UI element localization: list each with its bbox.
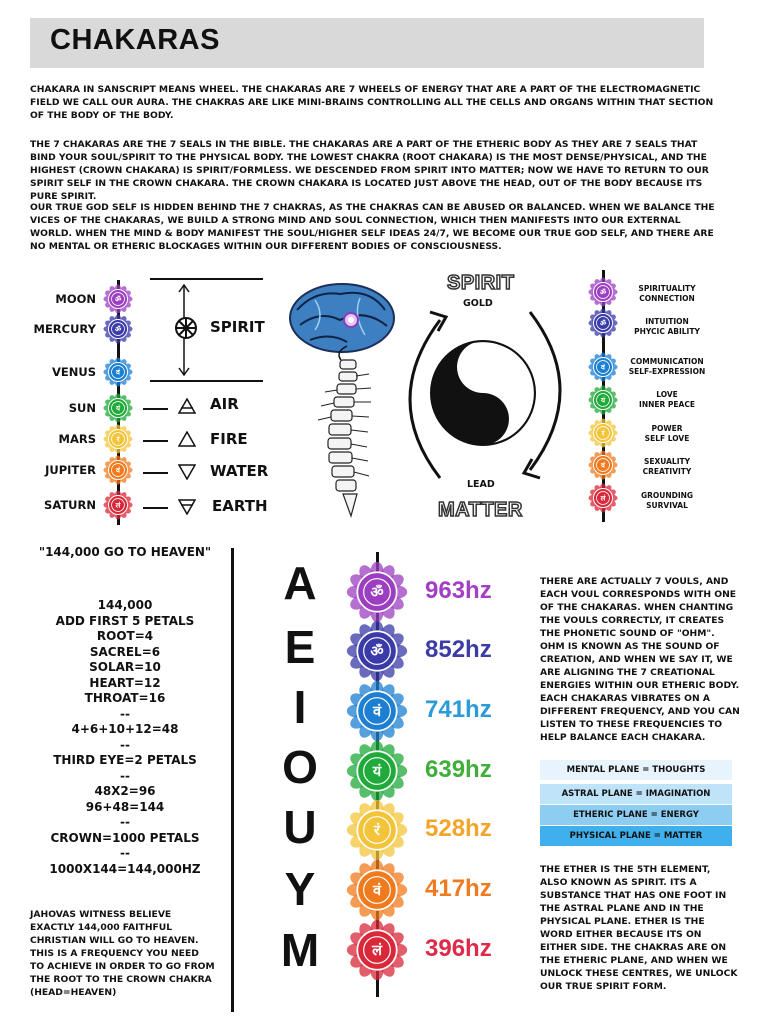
svg-text:वं: वं: [601, 461, 605, 470]
calc-line: SOLAR=10: [89, 660, 161, 674]
right-chakra-heart: [587, 384, 619, 416]
vowel-m: M: [280, 924, 320, 976]
right-chakra-solar-plexus: [587, 417, 619, 449]
planet-mars: MARS: [58, 432, 96, 446]
right-label-sacral: SEXUALITY CREATIVITY: [642, 457, 692, 476]
svg-text:वं: वं: [116, 466, 120, 475]
svg-text:यं: यं: [600, 396, 606, 405]
matter-word: MATTER: [438, 499, 523, 521]
intro-paragraph-3: OUR TRUE GOD SELF IS HIDDEN BEHIND THE 7 CHAKRAS, AS THE CHAKRAS CAN BE ABUSED OR BALANCED. WHEN WE BALANCE THE VICES OF THE CHAKARAS, WE BUILD A STRONG MIND AND SOUL CONNECTION, WHICH THEN MANIFESTS INTO OUR EXTERNAL WORLD. WHEN THE MIND & BODY MANIFEST THE SOUL/HIGHER SELF IDEAS 24/7, WE BECOME OUR TRUE GOD SELF, AND THERE ARE NO MENTAL OR ETHERIC BLOCKAGES WITHIN OUR DIFFERENT BODIES OF CONSCIOUSNESS.: [30, 202, 715, 252]
svg-text:यं: यं: [372, 763, 382, 780]
air-symbol-icon: [178, 398, 196, 414]
vowel-paragraph: THERE ARE ACTUALLY 7 VOULS, AND EACH VOUL CORRESPONDS WITH ONE OF THE CHAKARAS. WHEN CHANTING THE VOULS CORRECTLY, IT CREATES THE PHONETIC SOUND OF "OHM". OHM IS KNOWN AS THE SOUND OF CREATION, AND WHEN WE SAY IT, WE ARE ALIGNING THE 7 CREATIONAL ENERGIES WITHIN OUR ETHERIC BODY. EACH CHAKARAS VIBRATES ON A DIFFERENT FREQUENCY, AND YOU CAN LISTEN TO THESE FREQUENCIES TO HELP BALANCE EACH CHAKARA.: [540, 576, 740, 743]
right-chakra-sacral: [587, 449, 619, 481]
earth-symbol-icon: [178, 499, 196, 515]
svg-text:वं: वं: [116, 368, 120, 377]
svg-text:रं: रं: [601, 429, 605, 438]
right-label-third-eye: INTUITION PHYCIC ABILITY: [634, 317, 700, 336]
svg-text:ॐ: ॐ: [114, 325, 122, 334]
element-fire: FIRE: [210, 430, 248, 448]
big-chakra-third-eye: [346, 620, 408, 682]
frequency-sacral: 417hz: [425, 875, 492, 902]
left-chakra-root: [102, 489, 134, 521]
left-chakra-heart: [102, 392, 134, 424]
svg-text:वं: वं: [601, 363, 605, 372]
ether-paragraph: THE ETHER IS THE 5TH ELEMENT, ALSO KNOWN AS SPIRIT. ITS A SUBSTANCE THAT HAS ONE FOOT IN THE ASTRAL PLANE AND IN THE PHYSICAL PLANE. ETHER IS THE WORD EITHER BECAUSE ITS ON EITHER SIDE. THE CHAKRAS ARE ON THE ETHERIC PLANE, AND WHEN WE UNLOCK THESE CENTRES, WE UNLOCK OUR TRUE SPIRIT FORM.: [540, 864, 738, 992]
right-label-heart: LOVE INNER PEACE: [639, 390, 695, 409]
water-symbol-icon: [178, 464, 196, 480]
svg-text:रं: रं: [374, 822, 380, 839]
svg-text:वं: वं: [372, 882, 382, 899]
element-earth: EARTH: [212, 497, 268, 515]
right-label-crown: SPIRITUALITY CONNECTION: [638, 284, 696, 303]
planet-jupiter: JUPITER: [45, 463, 96, 477]
page-title: CHAKARAS: [50, 24, 220, 56]
intro-paragraph-1: CHAKARA IN SANSCRIPT MEANS WHEEL. THE CHAKARAS ARE 7 WHEELS OF ENERGY THAT ARE A PART OF THE ELECTROMAGNETIC FIELD WE CALL OUR AURA. THE CHAKRAS ARE LIKE MINI-BRAINS CONTROLLING ALL THE CELLS AND ORGANS WITHIN THAT SECTION OF THE BODY OF THE BODY.: [30, 84, 714, 121]
plane-mental: MENTAL PLANE = THOUGHTS: [540, 760, 732, 780]
svg-text:ॐ: ॐ: [599, 288, 607, 297]
left-chakra-crown: [102, 283, 134, 315]
planet-sun: SUN: [68, 401, 96, 415]
calc-line: ADD FIRST 5 PETALS: [55, 613, 195, 628]
spirit-bottom-line: [150, 380, 263, 382]
frequency-throat: 741hz: [425, 696, 492, 723]
calc-line: THROAT=16: [84, 691, 166, 705]
planet-mercury: MERCURY: [33, 322, 96, 336]
left-chakra-sacral: [102, 454, 134, 486]
spirit-label: SPIRIT: [210, 318, 265, 336]
calc-line: SACREL=6: [89, 644, 161, 659]
vowel-i: I: [293, 681, 307, 733]
vowel-e: E: [284, 621, 316, 673]
calc-line: 144,000: [97, 598, 153, 612]
calc-lines: [30, 598, 220, 877]
calc-line: ROOT=4: [96, 629, 154, 643]
heaven-quote: "144,000 GO TO HEAVEN": [38, 545, 212, 559]
dharma-wheel-icon: [174, 316, 198, 340]
frequency-crown: 963hz: [425, 577, 492, 604]
right-chakra-root: [587, 482, 619, 514]
intro-paragraph-2: THE 7 CHAKARAS ARE THE 7 SEALS IN THE BIBLE. THE CHAKARAS ARE A PART OF THE ETHERIC BODY AS THEY ARE 7 SEALS THAT BIND YOUR SOUL/SPIRIT TO THE PHYSICAL BODY. THE LOWEST CHAKRA (ROOT CHAKARA) IS THE MOST DENSE/PHYSICAL, AND THE HIGHEST (CROWN CHAKARA) IS SPIRIT/FORMLESS. WE DESCENDED FROM SPIRIT INTO MATTER; NOW WE HAVE TO RETURN TO OUR SPIRIT SELF IN THE CROWN CHAKARA. THE CROWN CHAKARA IS LOCATED JUST ABOVE THE HEAD, OUT OF THE BODY BECAUSE ITS PURE SPIRIT.: [30, 139, 709, 202]
svg-text:ॐ: ॐ: [370, 643, 384, 660]
svg-text:ॐ: ॐ: [114, 295, 122, 304]
calc-line: --: [120, 846, 130, 860]
left-chakra-throat: [102, 356, 134, 388]
calc-line: THIRD EYE=2 PETALS: [53, 753, 197, 767]
plane-etheric: ETHERIC PLANE = ENERGY: [540, 805, 732, 825]
big-chakra-root: [346, 919, 408, 981]
planet-venus: VENUS: [51, 365, 96, 379]
calc-line: --: [120, 768, 130, 783]
calc-line: CROWN=1000 PETALS: [50, 830, 200, 845]
svg-text:यं: यं: [115, 404, 121, 413]
frequency-solar-plexus: 528hz: [425, 815, 492, 842]
big-chakra-heart: [346, 740, 408, 802]
frequency-third-eye: 852hz: [425, 636, 492, 663]
frequency-root: 396hz: [425, 935, 492, 962]
vowel-y: Y: [284, 863, 316, 915]
yin-yang-icon: [430, 340, 536, 446]
right-label-solar: POWER SELF LOVE: [644, 424, 690, 443]
divider-line: [231, 548, 234, 1012]
fire-line: [143, 440, 168, 442]
calc-line: --: [120, 737, 130, 752]
svg-text:लं: लं: [600, 494, 606, 503]
frequency-heart: 639hz: [425, 756, 492, 783]
right-chakra-crown: [587, 276, 619, 308]
calc-line: 1000X144=144,000HZ: [49, 861, 201, 876]
earth-line: [143, 507, 168, 509]
planet-moon: MOON: [55, 292, 96, 306]
right-label-throat: COMMUNICATION SELF-EXPRESSION: [628, 357, 706, 376]
svg-text:लं: लं: [372, 942, 382, 959]
brain-spine-illustration: [285, 280, 400, 520]
svg-text:लं: लं: [115, 501, 121, 510]
right-chakra-third-eye: [587, 307, 619, 339]
element-water: WATER: [210, 462, 269, 480]
air-line: [143, 408, 168, 410]
calc-line: HEART=12: [89, 675, 161, 690]
svg-text:रं: रं: [116, 435, 120, 444]
calc-line: 4+6+10+12=48: [71, 722, 179, 736]
vowel-a: A: [283, 557, 317, 609]
lead-label: LEAD: [467, 479, 495, 490]
svg-text:वं: वं: [372, 703, 382, 720]
svg-text:ॐ: ॐ: [599, 319, 607, 328]
big-chakra-solar-plexus: [346, 799, 408, 861]
fire-symbol-icon: [178, 431, 196, 447]
left-chakra-solar-plexus: [102, 423, 134, 455]
calc-line: 96+48=144: [85, 799, 165, 814]
vowel-u: U: [283, 801, 317, 853]
big-chakra-throat: [346, 680, 408, 742]
water-line: [143, 472, 168, 474]
right-chakra-throat: [587, 351, 619, 383]
left-chakra-third-eye: [102, 313, 134, 345]
vowel-o: O: [282, 741, 318, 793]
big-chakra-sacral: [346, 859, 408, 921]
spirit-word: SPIRIT: [447, 272, 515, 294]
planet-saturn: SATURN: [44, 498, 96, 512]
right-label-root: GROUNDING SURVIVAL: [640, 491, 694, 510]
gold-label: GOLD: [463, 298, 493, 309]
element-air: AIR: [210, 395, 239, 413]
calc-line: --: [120, 815, 130, 829]
spirit-top-line: [150, 278, 263, 280]
svg-text:ॐ: ॐ: [370, 584, 384, 601]
calc-line: --: [120, 706, 130, 721]
plane-physical: PHYSICAL PLANE = MATTER: [540, 826, 732, 846]
calc-line: 48X2=96: [94, 784, 156, 798]
plane-astral: ASTRAL PLANE = IMAGINATION: [540, 784, 732, 804]
jahovas-note: JAHOVAS WITNESS BELIEVE EXACTLY 144,000 FAITHFUL CHRISTIAN WILL GO TO HEAVEN. THIS IS A FREQUENCY YOU NEED TO ACHIEVE IN ORDER TO GO FROM THE ROOT TO THE CROWN CHAKRA (HEAD=HEAVEN): [30, 909, 215, 998]
big-chakra-crown: [346, 561, 408, 623]
